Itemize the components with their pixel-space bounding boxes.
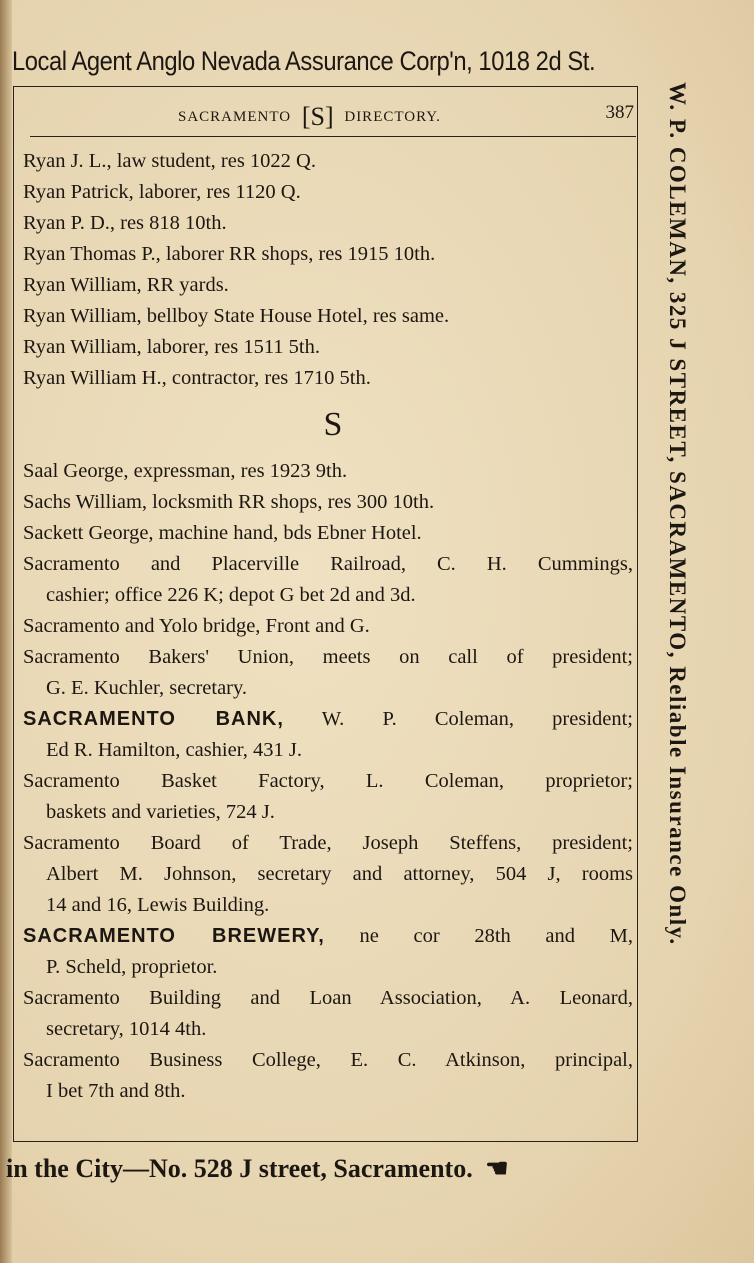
directory-entry: Ryan J. L., law student, res 1022 Q. — [23, 150, 316, 172]
entry-continuation: Albert M. Johnson, secretary and attorney, 504 J, rooms — [46, 863, 633, 885]
directory-entry — [23, 549, 633, 580]
entry-text: Sacramento and Placerville Railroad, C. H. Cummings, — [23, 553, 633, 575]
directory-entry — [23, 611, 633, 642]
entry-text: W. P. Coleman, president; — [283, 708, 634, 730]
entries-after-section — [23, 456, 633, 1107]
directory-entry: Ryan William H., contractor, res 1710 5th. — [23, 367, 371, 389]
directory-entry — [23, 828, 633, 859]
top-advertisement: Local Agent Anglo Nevada Assurance Corp'n, 1018 2d St. — [12, 46, 596, 76]
entry-text: Sackett George, machine hand, bds Ebner Hotel. — [23, 522, 422, 544]
entry-continuation: G. E. Kuchler, secretary. — [46, 677, 248, 699]
directory-entry: Ryan William, laborer, res 1511 5th. — [23, 336, 320, 358]
directory-entry — [23, 983, 633, 1014]
entry-bold-name: SACRAMENTO BREWERY, — [23, 925, 325, 947]
entry-text: Saal George, expressman, res 1923 9th. — [23, 460, 348, 482]
section-letter: S — [323, 406, 343, 443]
binding-shadow — [0, 0, 12, 1263]
header-left: SACRAMENTO — [178, 109, 292, 125]
entry-text: ne cor 28th and M, — [324, 925, 633, 947]
directory-entry: Ryan William, RR yards. — [23, 274, 229, 296]
entry-text: Sacramento Business College, E. C. Atkinson, principal, — [23, 1049, 633, 1071]
running-header — [13, 98, 638, 131]
directory-entry: Ryan Patrick, laborer, res 1120 Q. — [23, 181, 301, 203]
entry-continuation: Ed R. Hamilton, cashier, 431 J. — [46, 739, 302, 761]
right-advertisement: W. P. COLEMAN, 325 J STREET, SACRAMENTO, Reliable Insurance Only. — [665, 82, 690, 946]
entry-text: Sacramento Board of Trade, Joseph Steffens, president; — [23, 832, 633, 854]
directory-entry — [23, 704, 633, 735]
entry-text: Sacramento Building and Loan Association, A. Leonard, — [23, 987, 633, 1009]
entry-text: Sacramento Bakers' Union, meets on call of president; — [23, 646, 633, 668]
directory-entry — [23, 456, 633, 487]
directory-entry: Ryan Thomas P., laborer RR shops, res 1915 10th. — [23, 243, 436, 265]
entry-continuation: I bet 7th and 8th. — [46, 1080, 186, 1102]
entry-text: Sacramento and Yolo bridge, Front and G. — [23, 615, 370, 637]
page-number: 387 — [605, 102, 634, 123]
directory-entry — [23, 642, 633, 673]
directory-entries — [23, 146, 633, 1107]
entry-bold-name: SACRAMENTO BANK, — [23, 708, 284, 730]
header-right: DIRECTORY. — [344, 109, 441, 125]
directory-entry: Ryan P. D., res 818 10th. — [23, 212, 227, 234]
entries-before-section — [23, 146, 633, 394]
entry-text: Sachs William, locksmith RR shops, res 300 10th. — [23, 491, 435, 513]
directory-entry: Ryan William, bellboy State House Hotel, res same. — [23, 305, 450, 327]
entry-continuation: baskets and varieties, 724 J. — [46, 801, 275, 823]
entry-continuation: P. Scheld, proprietor. — [46, 956, 218, 978]
entry-text: Sacramento Basket Factory, L. Coleman, proprietor; — [23, 770, 633, 792]
entry-continuation: 14 and 16, Lewis Building. — [46, 894, 270, 916]
entry-continuation: secretary, 1014 4th. — [46, 1018, 207, 1040]
directory-entry — [23, 921, 633, 952]
bottom-advertisement — [6, 1154, 509, 1184]
directory-entry — [23, 487, 633, 518]
header-letter: [S] — [301, 102, 334, 131]
directory-entry — [23, 766, 633, 797]
bottom-ad-text: in the City—No. 528 J street, Sacramento. — [6, 1154, 473, 1183]
directory-entry — [23, 1045, 633, 1076]
pointing-hand-icon: ☚ — [485, 1154, 509, 1183]
directory-entry — [23, 518, 633, 549]
header-rule — [30, 136, 636, 137]
entry-continuation: cashier; office 226 K; depot G bet 2d and 3d. — [46, 584, 416, 606]
header-title — [178, 102, 441, 132]
